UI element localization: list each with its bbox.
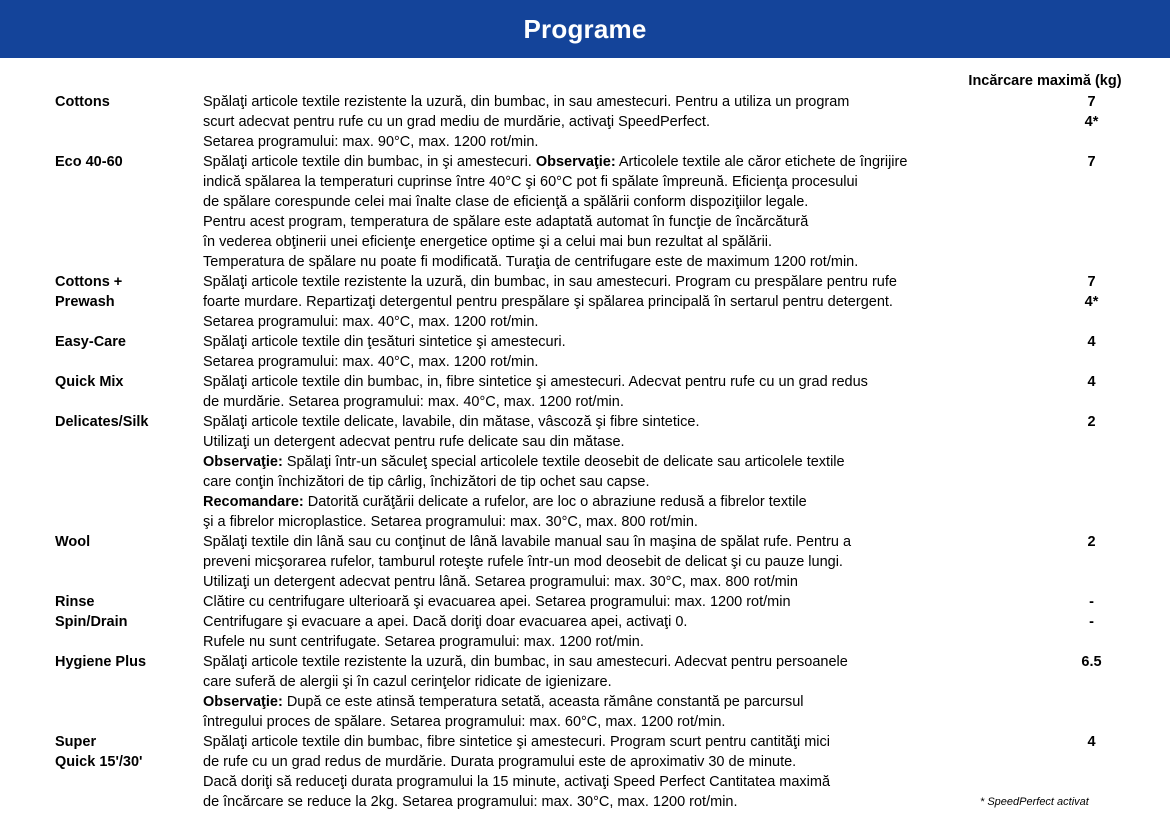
program-description-line (203, 672, 1013, 692)
speedperfect-footnote: * SpeedPerfect activat (980, 796, 1089, 808)
description-text: Utilizaţi un detergent adecvat pentru lână. Setarea programului: max. 30°C, max. 800 rot/min (203, 574, 798, 590)
description-text: Rufele nu sunt centrifugate. Setarea programului: max. 1200 rot/min. (203, 634, 644, 650)
max-load-value: - (1089, 594, 1094, 610)
max-load-value: 7 (1087, 274, 1096, 290)
max-load-cell (1013, 652, 1170, 732)
description-emphasis: Observaţie: (203, 694, 283, 710)
program-description-line (203, 412, 1013, 432)
program-description-line (203, 492, 1013, 512)
program-name-line: Cottons + (55, 274, 123, 290)
program-name-cell (0, 92, 203, 152)
description-text: care suferă de alergii şi în cazul cerinţelor ridicate de igienizare. (203, 674, 612, 690)
description-text: Dacă doriţi să reduceţi durata programului la 15 minute, activaţi Speed Perfect Cantitatea maximă (203, 774, 831, 790)
programs-table-body (0, 92, 1170, 812)
max-load-value: 4 (1087, 334, 1096, 350)
table-row (0, 612, 1170, 652)
description-text: Spălaţi articole textile rezistente la uzură, din bumbac, in sau amestecuri. Pentru a utiliza un program (203, 94, 850, 110)
table-row (0, 92, 1170, 152)
program-description-line (203, 212, 1013, 232)
program-description-line (203, 272, 1013, 292)
program-name-line: Quick 15'/30' (55, 754, 143, 770)
description-text: Setarea programului: max. 90°C, max. 1200 rot/min. (203, 134, 539, 150)
program-description-line (203, 392, 1013, 412)
description-text: Spălaţi textile din lână sau cu conţinut de lână lavabile manual sau în maşina de spălat rufe. Pentru a (203, 534, 852, 550)
description-text: preveni micşorarea rufelor, tamburul roteşte rufele într-un mod deosebit de delicat şi cu pauze lungi. (203, 554, 843, 570)
program-name-cell (0, 412, 203, 532)
program-description-line (203, 352, 1013, 372)
program-name-cell (0, 272, 203, 332)
table-row (0, 652, 1170, 732)
program-name-line: Super (55, 734, 97, 750)
description-text: Spălaţi într-un săculeţ special articolele textile deosebit de delicate sau articolele textile (282, 454, 845, 470)
max-load-cell (1013, 612, 1170, 652)
program-description-line (203, 472, 1013, 492)
program-description-line (203, 612, 1013, 632)
program-description-line (203, 592, 1013, 612)
program-description-line (203, 532, 1013, 552)
description-text: Articolele textile ale căror etichete de îngrijire (615, 154, 908, 170)
description-text: întregului proces de spălare. Setarea programului: max. 60°C, max. 1200 rot/min. (203, 714, 726, 730)
description-text: Utilizaţi un detergent adecvat pentru rufe delicate sau din mătase. (203, 434, 625, 450)
description-text: Spălaţi articole textile din bumbac, in, fibre sintetice şi amestecuri. Adecvat pentru rufe cu un grad redus (203, 374, 868, 390)
max-load-value: 2 (1087, 534, 1096, 550)
description-text: care conţin închizători de tip cârlig, închizători de tip ochet sau capse. (203, 474, 650, 490)
max-load-cell (1013, 92, 1170, 152)
description-text: Spălaţi articole textile din bumbac, in şi amestecuri. (203, 154, 536, 170)
program-name-line: Prewash (55, 294, 115, 310)
program-description-line (203, 112, 1013, 132)
description-text: Setarea programului: max. 40°C, max. 1200 rot/min. (203, 354, 539, 370)
description-text: Pentru acest program, temperatura de spălare este adaptată automat în funcţie de încărcătură (203, 214, 809, 230)
program-description-cell (203, 332, 1013, 372)
table-row (0, 592, 1170, 612)
program-description-line (203, 732, 1013, 752)
max-load-cell (1013, 152, 1170, 272)
max-load-value: 4 (1087, 734, 1096, 750)
description-emphasis: Recomandare: (203, 494, 304, 510)
description-text: scurt adecvat pentru rufe cu un grad mediu de murdărie, activaţi SpeedPerfect. (203, 114, 710, 130)
program-description-line (203, 772, 1013, 792)
programs-table (0, 92, 1170, 812)
program-name-cell (0, 592, 203, 612)
max-load-value: - (1089, 614, 1094, 630)
description-text: Spălaţi articole textile rezistente la uzură, din bumbac, in sau amestecuri. Program cu prespălare pentru rufe (203, 274, 897, 290)
program-name-cell (0, 532, 203, 592)
description-text: de spălare corespunde celei mai înalte clase de eficienţă a spălării conform dispoziţiilor legale. (203, 194, 809, 210)
table-row (0, 412, 1170, 532)
program-description-cell (203, 272, 1013, 332)
program-description-line (203, 152, 1013, 172)
program-description-line (203, 252, 1013, 272)
program-description-cell (203, 372, 1013, 412)
program-description-line (203, 692, 1013, 712)
program-description-line (203, 312, 1013, 332)
program-description-line (203, 652, 1013, 672)
max-load-cell (1013, 332, 1170, 372)
description-text: Temperatura de spălare nu poate fi modificată. Turaţia de centrifugare este de maximum 1200 rot/min. (203, 254, 859, 270)
description-text: de rufe cu un grad redus de murdărie. Durata programului este de aproximativ 30 de minute. (203, 754, 797, 770)
program-description-cell (203, 732, 1013, 812)
description-emphasis: Observaţie: (203, 454, 283, 470)
program-name-cell (0, 612, 203, 652)
program-name-line: Eco 40-60 (55, 154, 123, 170)
program-name-line: Quick Mix (55, 374, 124, 390)
max-load-value: 6.5 (1081, 654, 1102, 670)
description-emphasis: Observaţie: (535, 154, 616, 170)
program-name-cell (0, 332, 203, 372)
program-description-line (203, 372, 1013, 392)
description-text: Datorită curăţării delicate a rufelor, are loc o abraziune redusă a fibrelor textile (303, 494, 807, 510)
description-text: Spălaţi articole textile din ţesături sintetice şi amestecuri. (203, 334, 566, 350)
program-description-line (203, 172, 1013, 192)
max-load-value: 7 (1087, 94, 1096, 110)
table-row (0, 532, 1170, 592)
programs-sheet (0, 58, 1170, 820)
table-row (0, 152, 1170, 272)
program-name-cell (0, 152, 203, 272)
program-description-line (203, 452, 1013, 472)
program-name-cell (0, 372, 203, 412)
max-load-cell (1013, 272, 1170, 332)
program-name-cell (0, 652, 203, 732)
description-text: indică spălarea la temperaturi cuprinse între 40°C şi 60°C pot fi spălate împreună. Eficienţa procesului (203, 174, 858, 190)
table-row (0, 372, 1170, 412)
program-name-line: Spin/Drain (55, 614, 128, 630)
program-name-line: Rinse (55, 594, 95, 610)
description-text: Spălaţi articole textile rezistente la uzură, din bumbac, in sau amestecuri. Adecvat pentru persoanele (203, 654, 848, 670)
description-text: Spălaţi articole textile delicate, lavabile, din mătase, vâscoză şi fibre sintetice. (203, 414, 700, 430)
max-load-cell (1013, 532, 1170, 592)
program-description-line (203, 512, 1013, 532)
max-load-value: 4* (1084, 294, 1099, 310)
description-text: Setarea programului: max. 40°C, max. 1200 rot/min. (203, 314, 539, 330)
table-row (0, 272, 1170, 332)
program-description-cell (203, 612, 1013, 652)
program-description-line (203, 752, 1013, 772)
program-description-line (203, 712, 1013, 732)
program-name-line: Easy-Care (55, 334, 126, 350)
description-text: Clătire cu centrifugare ulterioară şi evacuarea apei. Setarea programului: max. 1200 rot/min (203, 594, 791, 610)
program-name-line: Delicates/Silk (55, 414, 149, 430)
max-load-value: 4 (1087, 374, 1096, 390)
max-load-value: 2 (1087, 414, 1096, 430)
program-description-cell (203, 532, 1013, 592)
description-text: de murdărie. Setarea programului: max. 40°C, max. 1200 rot/min. (203, 394, 624, 410)
max-load-cell (1013, 592, 1170, 612)
description-text: în vederea obţinerii unei eficienţe energetice optime şi a celui mai bun rezultat al spălării. (203, 234, 773, 250)
program-description-line (203, 132, 1013, 152)
program-description-line (203, 552, 1013, 572)
page-title: Programe (523, 14, 647, 44)
description-text: După ce este atinsă temperatura setată, aceasta rămâne constantă pe parcursul (282, 694, 804, 710)
program-description-line (203, 192, 1013, 212)
max-load-cell (1013, 412, 1170, 532)
program-description-line (203, 432, 1013, 452)
description-text: şi a fibrelor microplastice. Setarea programului: max. 30°C, max. 800 rot/min. (203, 514, 698, 530)
program-description-line (203, 332, 1013, 352)
program-description-cell (203, 412, 1013, 532)
program-description-cell (203, 152, 1013, 272)
description-text: foarte murdare. Repartizaţi detergentul pentru prespălare şi spălarea principală în sertarul pentru detergent. (203, 294, 893, 310)
program-description-line (203, 632, 1013, 652)
load-column-header: Incărcare maximă (kg) (968, 73, 1122, 89)
program-description-line (203, 572, 1013, 592)
program-description-line (203, 92, 1013, 112)
description-text: de încărcare se reduce la 2kg. Setarea programului: max. 30°C, max. 1200 rot/min. (203, 794, 738, 810)
program-description-line (203, 292, 1013, 312)
program-name-line: Cottons (55, 94, 110, 110)
program-name-line: Wool (55, 534, 91, 550)
program-description-cell (203, 92, 1013, 152)
program-description-line (203, 232, 1013, 252)
program-name-line: Hygiene Plus (55, 654, 147, 670)
program-description-line (203, 792, 1013, 812)
program-description-cell (203, 652, 1013, 732)
table-row (0, 332, 1170, 372)
page-header-band (0, 0, 1170, 58)
max-load-value: 4* (1084, 114, 1099, 130)
program-description-cell (203, 592, 1013, 612)
description-text: Spălaţi articole textile din bumbac, fibre sintetice şi amestecuri. Program scurt pentru cantităţi mici (203, 734, 830, 750)
description-text: Centrifugare şi evacuare a apei. Dacă doriţi doar evacuarea apei, activaţi 0. (203, 614, 688, 630)
max-load-value: 7 (1087, 154, 1096, 170)
program-name-cell (0, 732, 203, 812)
max-load-cell (1013, 372, 1170, 412)
